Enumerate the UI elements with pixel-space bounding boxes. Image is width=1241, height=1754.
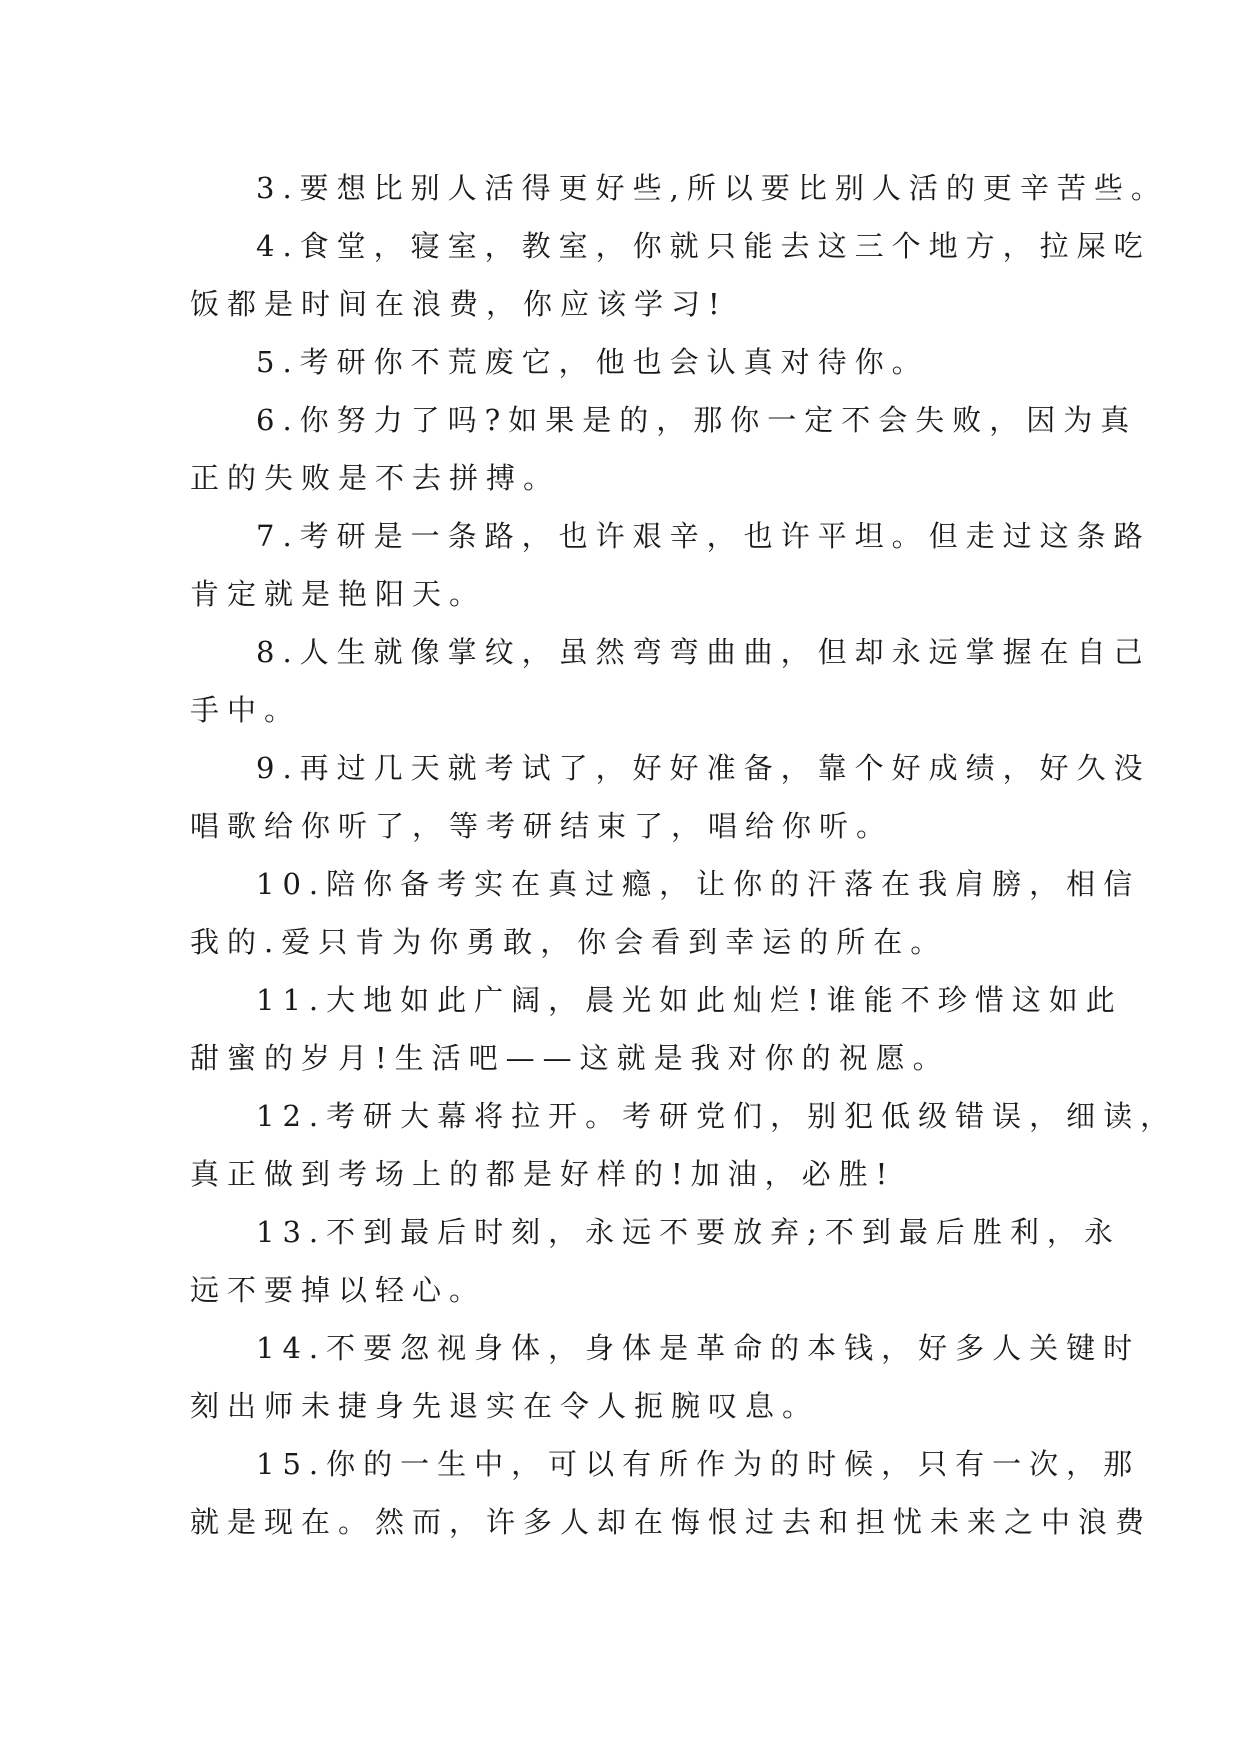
text-line: 11.大地如此广阔，晨光如此灿烂!谁能不珍惜这如此 [256,983,1123,1017]
text-line: 手中。 [190,693,302,727]
text-line: 甜蜜的岁月!生活吧——这就是我对你的祝愿。 [190,1041,950,1075]
text-line: 我的.爱只肯为你勇敢，你会看到幸运的所在。 [190,925,948,959]
text-line: 就是现在。然而，许多人却在悔恨过去和担忧未来之中浪费 [190,1505,1153,1539]
text-line: 唱歌给你听了，等考研结束了，唱给你听。 [190,809,894,843]
text-line: 4.食堂，寝室，教室，你就只能去这三个地方，拉屎吃 [256,229,1151,263]
text-line: 12.考研大幕将拉开。考研党们，别犯低级错误，细读， [256,1099,1178,1133]
text-line: 7.考研是一条路，也许艰辛，也许平坦。但走过这条路 [256,519,1151,553]
text-line: 真正做到考场上的都是好样的!加油，必胜! [190,1157,896,1191]
text-line: 15.你的一生中，可以有所作为的时候，只有一次，那 [256,1447,1141,1481]
text-line: 9.再过几天就考试了，好好准备，靠个好成绩，好久没 [256,751,1151,785]
text-line: 6.你努力了吗?如果是的，那你一定不会失败，因为真 [256,403,1138,437]
text-line: 刻出师未捷身先退实在令人扼腕叹息。 [190,1389,820,1423]
text-line: 饭都是时间在浪费，你应该学习! [190,287,728,321]
text-line: 肯定就是艳阳天。 [190,577,487,611]
text-line: 8.人生就像掌纹，虽然弯弯曲曲，但却永远掌握在自己 [256,635,1151,669]
text-line: 13.不到最后时刻，永远不要放弃;不到最后胜利，永 [256,1215,1121,1249]
text-line: 正的失败是不去拼搏。 [190,461,561,495]
text-line: 3.要想比别人活得更好些,所以要比别人活的更辛苦些。 [256,171,1168,205]
text-line: 5.考研你不荒废它，他也会认真对待你。 [256,345,929,379]
text-line: 14.不要忽视身体，身体是革命的本钱，好多人关键时 [256,1331,1141,1365]
text-line: 远不要掉以轻心。 [190,1273,487,1307]
text-line: 10.陪你备考实在真过瘾，让你的汗落在我肩膀，相信 [256,867,1141,901]
